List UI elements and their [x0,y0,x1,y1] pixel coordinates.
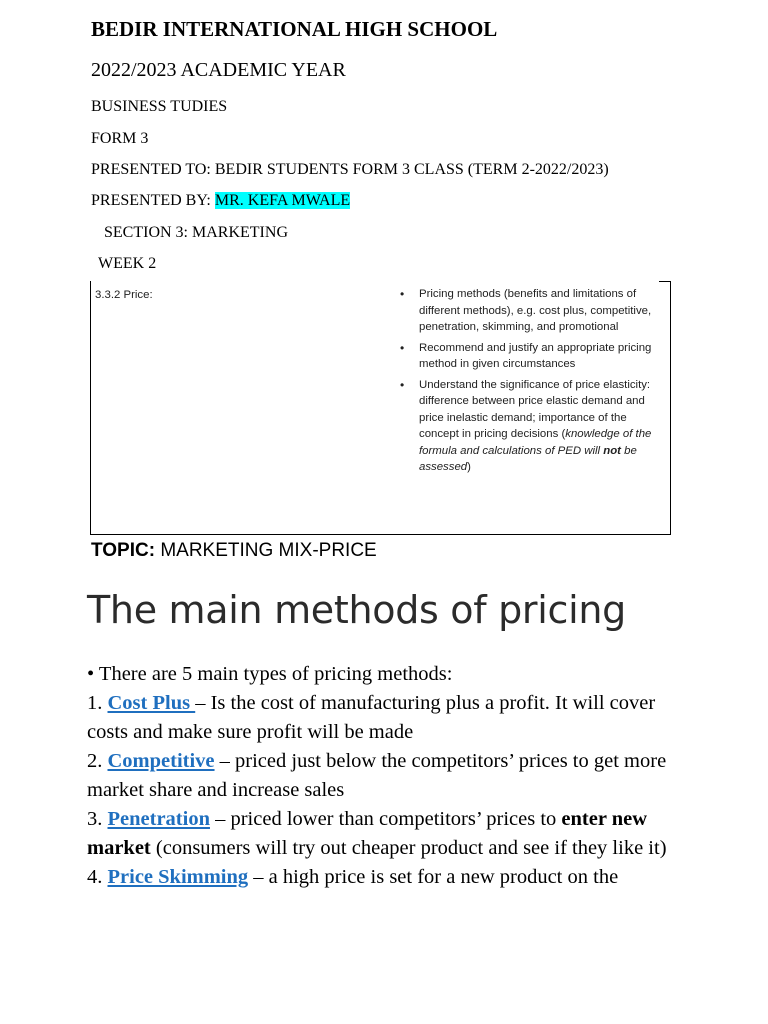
academic-year: 2022/2023 ACADEMIC YEAR [91,59,346,81]
method-number: 2. [87,750,108,772]
syllabus-item-text-end: ) [467,461,471,473]
syllabus-item [397,286,665,336]
intro-bullet: • There are 5 main types of pricing methods: [87,663,453,685]
presented-by-label: PRESENTED BY: [91,192,215,209]
form-line: FORM 3 [91,130,149,147]
syllabus-excerpt-box [90,281,671,535]
method-term-link[interactable]: Penetration [107,808,210,830]
topic-line [91,540,377,562]
topic-value: MARKETING MIX-PRICE [155,540,377,561]
presented-by-line [91,192,350,210]
syllabus-item-text: Understand the significance of price elasticity: difference between price elastic demand and price inelastic demand; importance of the concept in pricing decisions ( [419,378,651,440]
syllabus-code: 3.3.2 Price: [95,289,153,301]
method-description: – priced just below the competitors’ prices to get more market share and increase sales [87,750,667,801]
method-number: 4. [87,866,108,888]
week-line: WEEK 2 [98,255,157,272]
method-term-link[interactable]: Competitive [107,750,215,772]
method-item-competitive [87,747,687,805]
bullet-icon: • [400,340,405,355]
topic-label: TOPIC: [91,540,156,561]
syllabus-item-text: Recommend and justify an appropriate pricing method in given circumstances [419,341,652,370]
method-description-bold: enter new market [87,808,648,859]
syllabus-item-italic-end: be assessed [419,444,637,473]
method-item-penetration [87,805,687,863]
method-description: – priced lower than competitors’ prices to [209,808,562,830]
method-term-link[interactable]: Price Skimming [107,866,249,888]
syllabus-item-italic: knowledge of the formula and calculations of PED will [419,428,652,457]
box-corner-line [659,281,671,282]
syllabus-objectives-list [397,286,665,480]
subject-line: BUSINESS TUDIES [91,98,228,115]
syllabus-item-text: Pricing methods (benefits and limitations of different methods), e.g. cost plus, competitive, penetration, skimming, and promotional [419,288,652,333]
main-heading: The main methods of pricing [87,588,626,632]
bullet-icon: • [400,287,405,301]
pricing-methods-body [87,660,687,892]
syllabus-item [397,377,665,476]
section-line: SECTION 3: MARKETING [104,224,288,241]
method-number: 1. [87,692,108,714]
syllabus-item-italic-bold: not [603,444,621,457]
presenter-name-highlight: MR. KEFA MWALE [214,192,351,209]
syllabus-item [397,340,665,373]
method-description-end: (consumers will try out cheaper product and see if they like it) [150,837,667,859]
method-term-link[interactable]: Cost Plus [107,692,196,714]
method-number: 3. [87,808,108,830]
school-name: BEDIR INTERNATIONAL HIGH SCHOOL [91,17,498,41]
presented-to-line: PRESENTED TO: BEDIR STUDENTS FORM 3 CLASS (TERM 2-2022/2023) [91,161,609,178]
method-item-price-skimming [87,863,687,892]
method-item-cost-plus [87,689,687,747]
method-description: – a high price is set for a new product on the [248,866,619,888]
bullet-icon: • [400,377,405,392]
method-description: – Is the cost of manufacturing plus a profit. It will cover costs and make sure profit will be made [87,692,656,743]
